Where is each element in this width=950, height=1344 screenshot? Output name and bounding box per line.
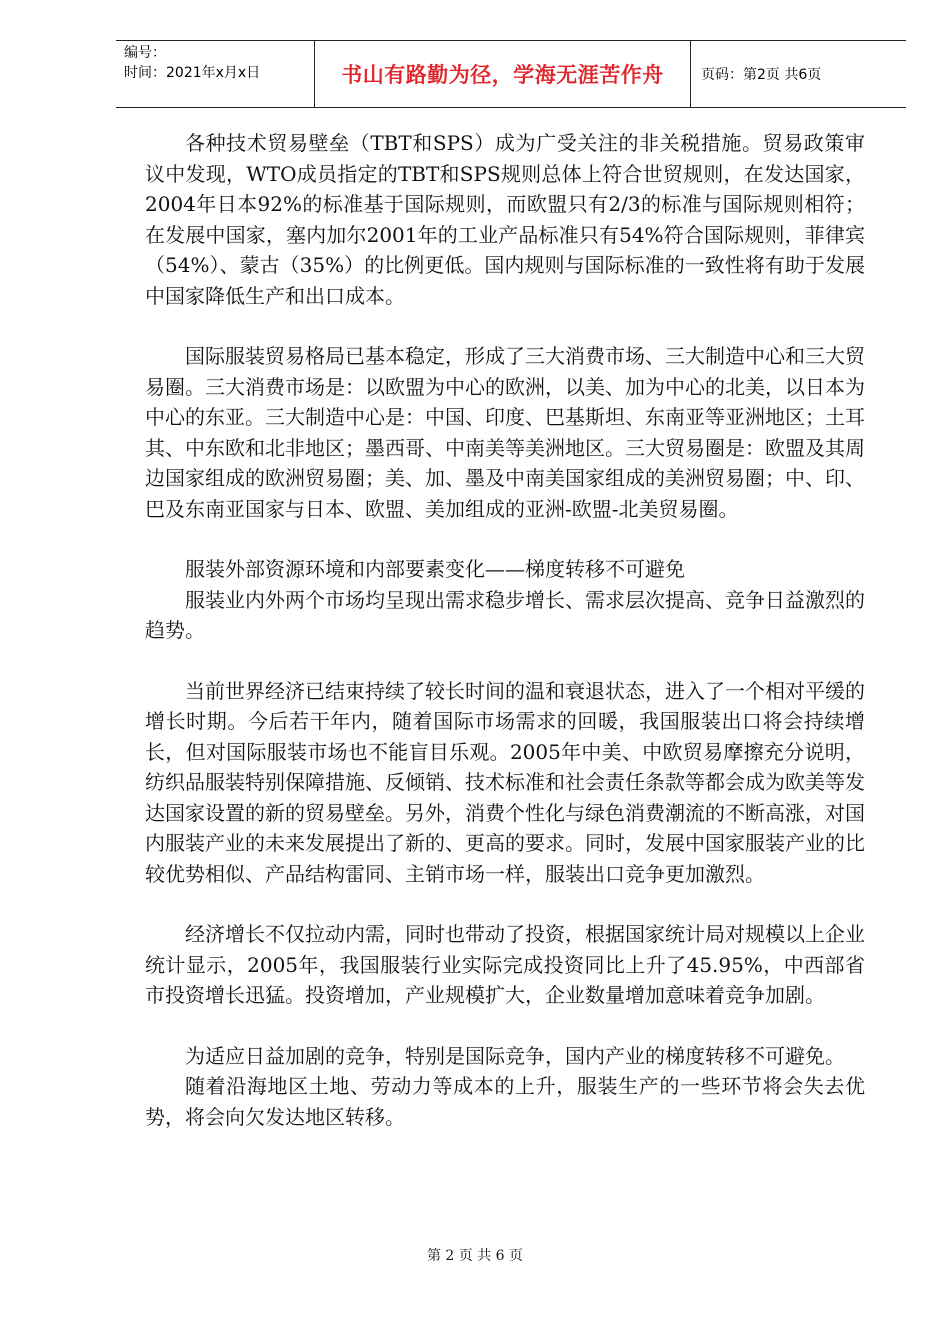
paragraph-spacer — [145, 311, 865, 341]
paragraph-spacer — [145, 524, 865, 554]
section-heading: 服装外部资源环境和内部要素变化——梯度转移不可避免 — [185, 557, 685, 581]
header-motto: 书山有路勤为径，学海无涯苦作舟 — [314, 41, 691, 107]
document-time-label: 时间：2021年x月x日 — [124, 65, 261, 81]
paragraph-trade-pattern: 国际服装贸易格局已基本稳定，形成了三大消费市场、三大制造中心和三大贸易圈。三大消费市场是：以欧盟为中心的欧洲，以美、加为中心的北美，以日本为中心的东亚。三大制造中心是：中国、印度、巴基斯坦、东南亚等亚洲地区；土耳其、中东欧和北非地区；墨西哥、中南美等美洲地区。三大贸易圈是：欧盟及其周边国家组成的欧洲贸易圈；美、加、墨及中南美国家组成的美洲贸易圈；中、印、巴及东南亚国家与日本、欧盟、美加组成的亚洲-欧盟-北美贸易圈。 — [145, 344, 865, 521]
paragraph-world-economy: 当前世界经济已结束持续了较长时间的温和衰退状态，进入了一个相对平缓的增长时期。今后若干年内，随着国际市场需求的回暖，我国服装出口将会持续增长，但对国际服装市场也不能盲目乐观。2005年中美、中欧贸易摩擦充分说明，纺织品服装特别保障措施、反倾销、技术标准和社会责任条款等都会成为欧美等发达国家设置的新的贸易壁垒。另外，消费个性化与绿色消费潮流的不断高涨，对国内服装产业的未来发展提出了新的、更高的要求。同时，发展中国家服装产业的比较优势相似、产品结构雷同、主销市场一样，服装出口竞争更加激烈。 — [145, 678, 865, 886]
paragraph-market-trend: 服装业内外两个市场均呈现出需求稳步增长、需求层次提高、竞争日益激烈的趋势。 — [145, 587, 865, 642]
paragraph-investment: 经济增长不仅拉动内需，同时也带动了投资，根据国家统计局对规模以上企业统计显示，2005年，我国服装行业实际完成投资同比上升了45.95%，中西部省市投资增长迅猛。投资增加，产业规模扩大，企业数量增加意味着竞争加剧。 — [145, 922, 865, 1007]
page-footer: 第 2 页 共 6 页 — [426, 1248, 524, 1264]
header-page-number: 页码：第2页 共6页 — [701, 67, 822, 83]
paragraph-spacer — [145, 889, 865, 919]
paragraph-tbt-sps: 各种技术贸易壁垒（TBT和SPS）成为广受关注的非关税措施。贸易政策审议中发现，WTO成员指定的TBT和SPS规则总体上符合世贸规则，在发达国家，2004年日本92%的标准基于国际规则，而欧盟只有2/3的标准与国际规则相符；在发展中国家，塞内加尔2001年的工业产品标准只有54%符合国际规则，菲律宾（54%）、蒙古（35%）的比例更低。国内规则与国际标准的一致性将有助于发展中国家降低生产和出口成本。 — [145, 131, 865, 308]
paragraph-gradient-transfer: 为适应日益加剧的竞争，特别是国际竞争，国内产业的梯度转移不可避免。 — [185, 1043, 845, 1068]
paragraph-spacer — [145, 1011, 865, 1041]
paragraph-spacer — [145, 646, 865, 676]
document-body — [145, 128, 865, 1132]
header-meta — [116, 41, 314, 107]
paragraph-coastal-costs: 随着沿海地区土地、劳动力等成本的上升，服装生产的一些环节将会失去优势，将会向欠发达地区转移。 — [145, 1074, 865, 1129]
page-header — [116, 40, 906, 108]
document-number-label: 编号： — [124, 45, 166, 61]
